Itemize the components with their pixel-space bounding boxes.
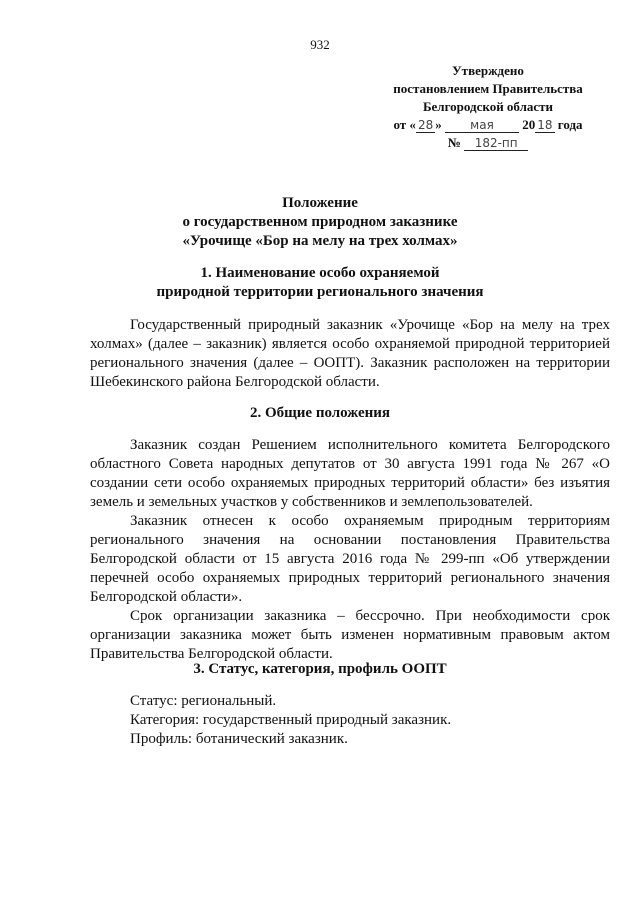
section-2-body xyxy=(90,436,610,664)
date-prefix: от « xyxy=(393,117,416,132)
number-value: 182-пп xyxy=(464,136,528,151)
page-number: 932 xyxy=(310,37,330,52)
date-year: 18 xyxy=(537,118,553,132)
profile-line: Профиль: ботанический заказник. xyxy=(130,731,348,747)
section-1-heading-line-2: природной территории регионального значения xyxy=(156,284,484,300)
number-prefix: № xyxy=(447,135,461,150)
section-2-paragraph-1: Заказник создан Решением исполнительного комитета Белгородского областного Совета народных депутатов от 30 августа 1991 года № 267 «О создании сети особо охраняемых природных территорий области» без изъятия земель и земельных участков у собственников и землепользователей. xyxy=(90,437,610,510)
approval-line-1: Утверждено xyxy=(452,63,524,78)
approval-line-3: Белгородской области xyxy=(422,99,554,114)
section-1-heading-line-1: 1. Наименование особо охраняемой xyxy=(200,265,440,281)
section-3-heading: 3. Статус, категория, профиль ООПТ xyxy=(193,661,447,677)
date-day: 28 xyxy=(417,118,434,132)
approval-stamp xyxy=(368,62,608,152)
date-suffix: года xyxy=(557,117,583,132)
section-1-body xyxy=(90,316,610,392)
date-mid: » xyxy=(435,117,442,132)
section-2-paragraph-3: Срок организации заказника – бессрочно. При необходимости срок организации заказника может быть изменен нормативным правовым актом Правительства Белгородской области. xyxy=(90,608,610,662)
status-line: Статус: региональный. xyxy=(130,693,277,709)
date-month: мая xyxy=(445,118,519,133)
section-2-paragraph-2: Заказник отнесен к особо охраняемым природным территориям регионального значения на основании постановления Правительства Белгородской области от 15 августа 2016 года № 299-пп «Об утверждении перечней особо охраняемых природных территорий регионального значения Белгородской области». xyxy=(90,513,610,605)
title-line-1: Положение xyxy=(282,195,358,211)
category-line: Категория: государственный природный заказник. xyxy=(130,712,452,728)
approval-number xyxy=(368,134,608,152)
title-line-3: «Урочище «Бор на мелу на трех холмах» xyxy=(182,233,458,249)
approval-line-2: постановлением Правительства xyxy=(393,81,583,96)
title-line-2: о государственном природном заказнике xyxy=(182,214,458,230)
section-2-heading: 2. Общие положения xyxy=(249,405,391,421)
date-year-prefix: 20 xyxy=(522,117,536,132)
section-1-heading xyxy=(0,264,640,302)
approval-date xyxy=(368,116,608,134)
section-3-body xyxy=(90,692,610,749)
document-title xyxy=(0,194,640,251)
section-1-paragraph: Государственный природный заказник «Урочище «Бор на мелу на трех холмах» (далее – заказник) является особо охраняемой природной территорией регионального значения (далее – ООПТ). Заказник расположен на территории Шебекинского района Белгородской области. xyxy=(90,317,610,390)
